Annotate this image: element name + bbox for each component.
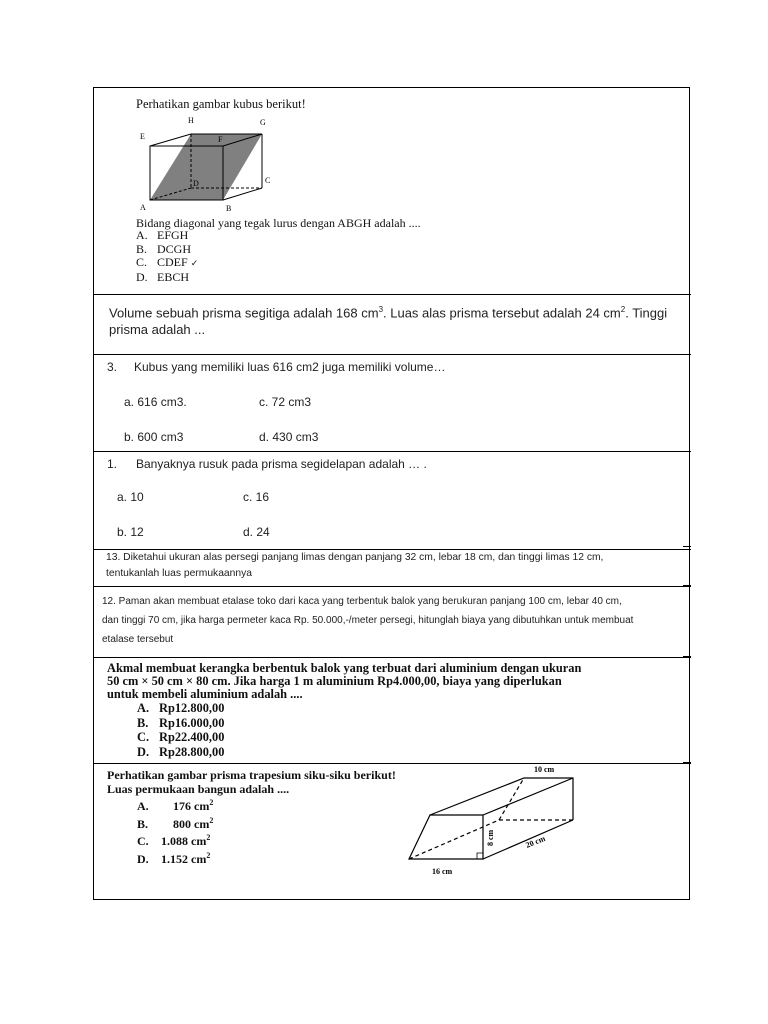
option-row: C. Rp22.400,00 [137, 730, 225, 744]
question-pyramid-area [94, 550, 689, 586]
option-row: B. Rp16.000,00 [137, 715, 225, 730]
option-row: D. Rp28.800,00 [137, 744, 225, 759]
q3-option-c: c. 72 cm3 [259, 395, 312, 409]
q3-number: 3. [107, 360, 118, 374]
q8-question: Luas permukaan bangun adalah .... [107, 782, 290, 796]
cube-figure [136, 112, 296, 217]
q6-line2: dan tinggi 70 cm, jika harga permeter kaca Rp. 50.000,-/meter persegi, hitunglah biaya yang dibutuhkan untuk membuat [102, 615, 634, 626]
option-row: A. Rp12.800,00 [137, 701, 225, 715]
q7-line1: Akmal membuat kerangka berbentuk balok yang terbuat dari aluminium dengan ukuran [107, 661, 582, 675]
option-row: D. 1.152 $cm^2$ [137, 850, 211, 866]
vertex-f: F [218, 135, 223, 144]
question-display-case [94, 587, 689, 657]
cube-options [136, 229, 198, 284]
option-row: C. CDEF ✓ [136, 255, 199, 269]
question-cube [94, 88, 689, 294]
edge-mark [683, 656, 691, 657]
diagonal-plane-abgh [150, 134, 262, 200]
prism-question-line1: Volume sebuah prisma segitiga adalah 168 $cm^3$. Luas alas prisma tersebut adalah 24 $cm^2$. Tinggi [109, 305, 668, 321]
q3-option-a: a. 616 cm3. [124, 395, 187, 409]
dim-top: 10 cm [534, 765, 555, 774]
q7-line2: 50 cm × 50 cm × 80 cm. Jika harga 1 m aluminium Rp4.000,00, biaya yang diperlukan [107, 674, 562, 688]
dim-depth: 20 cm [524, 833, 547, 850]
dim-bottom: 16 cm [432, 867, 453, 876]
q4-option-b: b. 12 [117, 525, 144, 539]
q5-line2: tentukanlah luas permukaannya [106, 568, 252, 579]
prism-question-line2: prisma adalah ... [109, 322, 206, 338]
edge-mark [683, 585, 691, 586]
option-row: D. EBCH [136, 269, 190, 284]
question-prism-volume [94, 295, 689, 354]
question-cube-volume [94, 355, 689, 451]
vertex-a: A [140, 203, 146, 212]
edge-mark [683, 762, 691, 763]
option-row: B. DCGH [136, 241, 192, 256]
q5-line1: 13. Diketahui ukuran alas persegi panjang limas dengan panjang 32 cm, lebar 18 cm, dan tinggi limas 12 cm, [106, 552, 604, 563]
vertex-d: D [193, 179, 199, 188]
q4-option-c: c. 16 [243, 490, 270, 504]
vertex-b: B [226, 204, 232, 213]
trapezoid-prism-figure [399, 764, 599, 884]
option-row: A. EFGH [136, 228, 189, 242]
vertex-h: H [188, 116, 194, 125]
q7-line3: untuk membeli aluminium adalah .... [107, 687, 303, 701]
option-row: A. 176 $cm^2$ [137, 798, 214, 813]
vertex-g: G [260, 118, 266, 127]
q6-line1: 12. Paman akan membuat etalase toko dari kaca yang terbentuk balok yang berukuran panjang 100 cm, lebar 40 cm, [102, 596, 622, 607]
worksheet-frame [93, 87, 690, 900]
q4-number: 1. [107, 457, 118, 471]
q6-line3: etalase tersebut [102, 634, 174, 645]
vertex-c: C [265, 176, 271, 185]
cube-title: Perhatikan gambar kubus berikut! [136, 97, 306, 111]
q3-option-b: b. 600 cm3 [124, 430, 184, 444]
q4-option-d: d. 24 [243, 525, 270, 539]
q3-text: Kubus yang memiliki luas 616 cm2 juga memiliki volume… [134, 360, 446, 374]
q4-text: Banyaknya rusuk pada prisma segidelapan adalah … . [136, 457, 427, 471]
cube-question: Bidang diagonal yang tegak lurus dengan ABGH adalah .... [136, 216, 421, 230]
q8-title: Perhatikan gambar prisma trapesium siku-siku berikut! [107, 768, 396, 782]
question-trapezoid-prism [94, 764, 689, 900]
q4-option-a: a. 10 [117, 490, 144, 504]
edge-mark [683, 546, 691, 547]
check-mark: ✓ [190, 258, 199, 268]
dim-height: 8 cm [486, 829, 495, 846]
vertex-e: E [140, 132, 145, 141]
q8-options [137, 796, 213, 866]
question-aluminium-frame [94, 658, 689, 763]
q3-option-d: d. 430 cm3 [259, 430, 319, 444]
q7-options [107, 701, 689, 759]
option-row: B. 800 $cm^2$ [137, 815, 214, 831]
question-prism-edges [94, 452, 689, 549]
option-row: C. 1.088 $cm^2$ [137, 833, 211, 848]
